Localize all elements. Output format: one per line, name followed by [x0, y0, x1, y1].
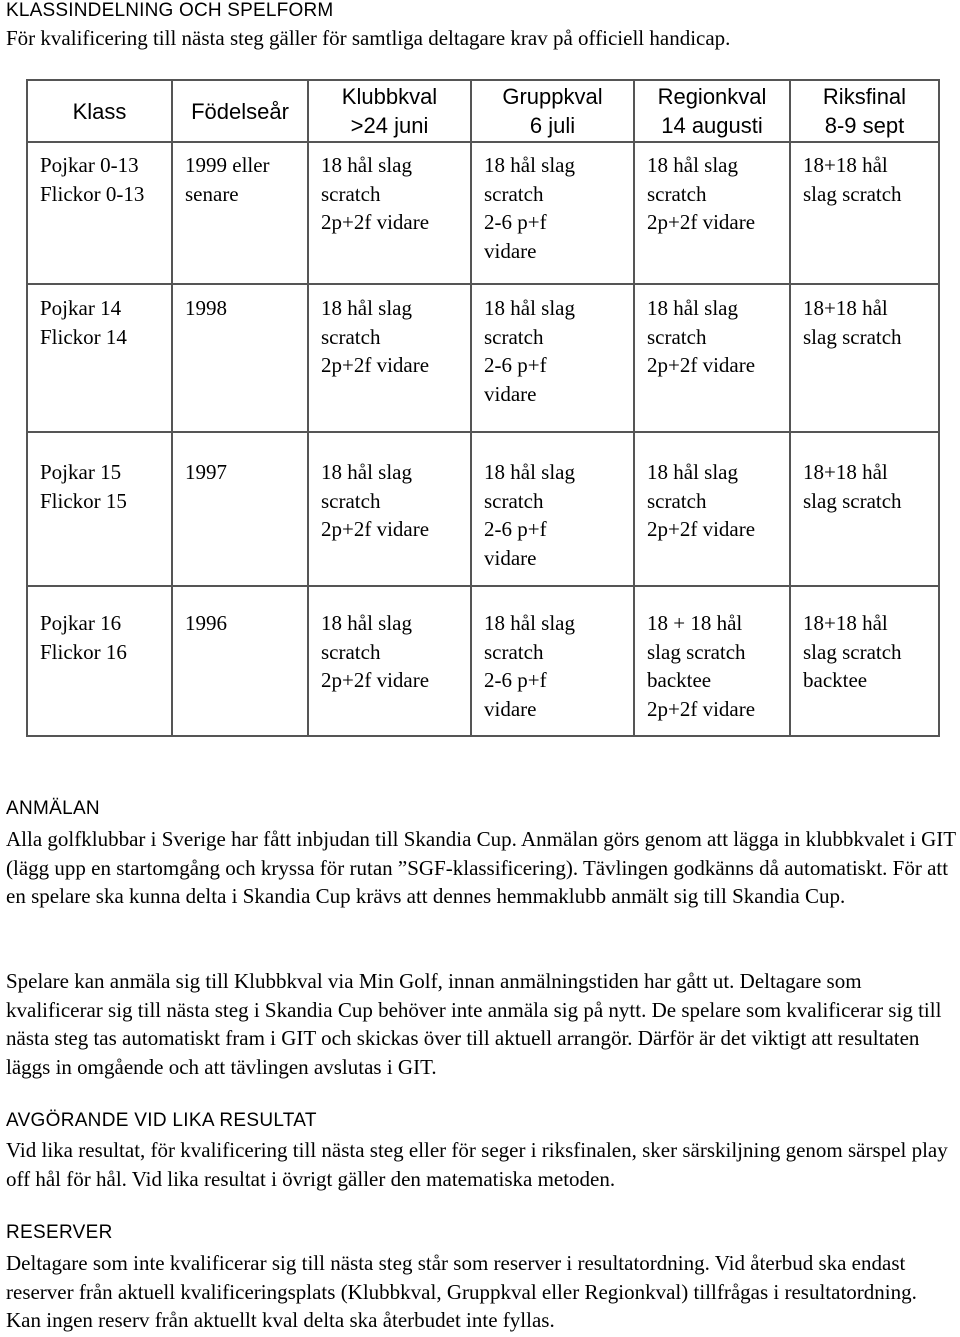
table-cell: 18 hål slag scratch 2-6 p+f vidare [471, 586, 634, 736]
table-cell: 18+18 hål slag scratch [790, 284, 939, 432]
paragraph-anmalan-1: Alla golfklubbar i Sverige har fått inbjudan till Skandia Cup. Anmälan görs genom att lägga in klubbkvalet i GIT (lägg upp en startomgång och kryssa för rutan ”SGF-klassificering). Tävlingen godkänns då automatiskt. För att en spelare ska kunna delta i Skandia Cup krävs att dennes hemmaklubb anmält sig till Skandia Cup. [6, 827, 956, 909]
table-cell: 1996 [172, 586, 308, 736]
header-klass: Klass [27, 80, 172, 142]
table-row [27, 586, 939, 736]
table-cell: 18 hål slag scratch 2-6 p+f vidare [471, 432, 634, 586]
section-heading-lika: AVGÖRANDE VID LIKA RESULTAT [6, 1110, 317, 1131]
table-cell: 18 hål slag scratch 2-6 p+f vidare [471, 284, 634, 432]
table-cell: 18+18 hål slag scratch [790, 432, 939, 586]
section-heading-reserver: RESERVER [6, 1222, 113, 1243]
table-cell: 18+18 hål slag scratch backtee [790, 586, 939, 736]
table-cell: 18 hål slag scratch 2p+2f vidare [634, 432, 790, 586]
header-klubbkval: Klubbkval >24 juni [308, 80, 471, 142]
table-cell: Pojkar 16 Flickor 16 [27, 586, 172, 736]
table-cell: 18 hål slag scratch 2p+2f vidare [308, 284, 471, 432]
table-row [27, 432, 939, 586]
table-cell: 1999 eller senare [172, 142, 308, 284]
page-title: KLASSINDELNING OCH SPELFORM [6, 0, 334, 21]
paragraph-anmalan-2: Spelare kan anmäla sig till Klubbkval via Min Golf, innan anmälningstiden har gått ut. Deltagare som kvalificerar sig till nästa steg i Skandia Cup behöver inte anmäla sig på nytt. De spelare som kvalificerar sig till nästa steg tas automatiskt fram i GIT och skickas över till aktuell arrangör. Därför är det viktigt att resultaten läggs in omgående och att tävlingen avslutas i GIT. [6, 969, 942, 1079]
class-table [26, 79, 940, 737]
table-row [27, 284, 939, 432]
header-riksfinal: Riksfinal 8-9 sept [790, 80, 939, 142]
table-cell: Pojkar 0-13 Flickor 0-13 [27, 142, 172, 284]
table-cell: 1998 [172, 284, 308, 432]
table-cell: 18 hål slag scratch 2p+2f vidare [308, 586, 471, 736]
header-gruppkval: Gruppkval 6 juli [471, 80, 634, 142]
table-cell: 18+18 hål slag scratch [790, 142, 939, 284]
header-fodelsear: Födelseår [172, 80, 308, 142]
table-cell: 18 hål slag scratch 2p+2f vidare [308, 432, 471, 586]
section-heading-anmalan: ANMÄLAN [6, 798, 100, 819]
table-cell: 18 hål slag scratch 2p+2f vidare [308, 142, 471, 284]
paragraph-reserver: Deltagare som inte kvalificerar sig till nästa steg står som reserver i resultatordning. Vid återbud ska endast reserver från aktuell kvalificeringsplats (Klubbkval, Gruppkval eller Regionkval) tillfrågas i resultatordning. Kan ingen reserv från aktuellt kval delta ska återbudet inte fyllas. [6, 1251, 917, 1333]
table-cell: 18 hål slag scratch 2p+2f vidare [634, 284, 790, 432]
table-cell: 18 + 18 hål slag scratch backtee 2p+2f vidare [634, 586, 790, 736]
header-regionkval: Regionkval 14 augusti [634, 80, 790, 142]
intro-text: För kvalificering till nästa steg gäller för samtliga deltagare krav på officiell handicap. [6, 26, 731, 50]
table-row [27, 142, 939, 284]
table-cell: 1997 [172, 432, 308, 586]
paragraph-lika: Vid lika resultat, för kvalificering till nästa steg eller för seger i riksfinalen, sker särskiljning genom särspel play off hål för hål. Vid lika resultat i övrigt gäller den matematiska metoden. [6, 1138, 948, 1191]
table-cell: 18 hål slag scratch 2p+2f vidare [634, 142, 790, 284]
table-header-row [27, 80, 939, 142]
table-cell: Pojkar 14 Flickor 14 [27, 284, 172, 432]
table-cell: Pojkar 15 Flickor 15 [27, 432, 172, 586]
table-cell: 18 hål slag scratch 2-6 p+f vidare [471, 142, 634, 284]
